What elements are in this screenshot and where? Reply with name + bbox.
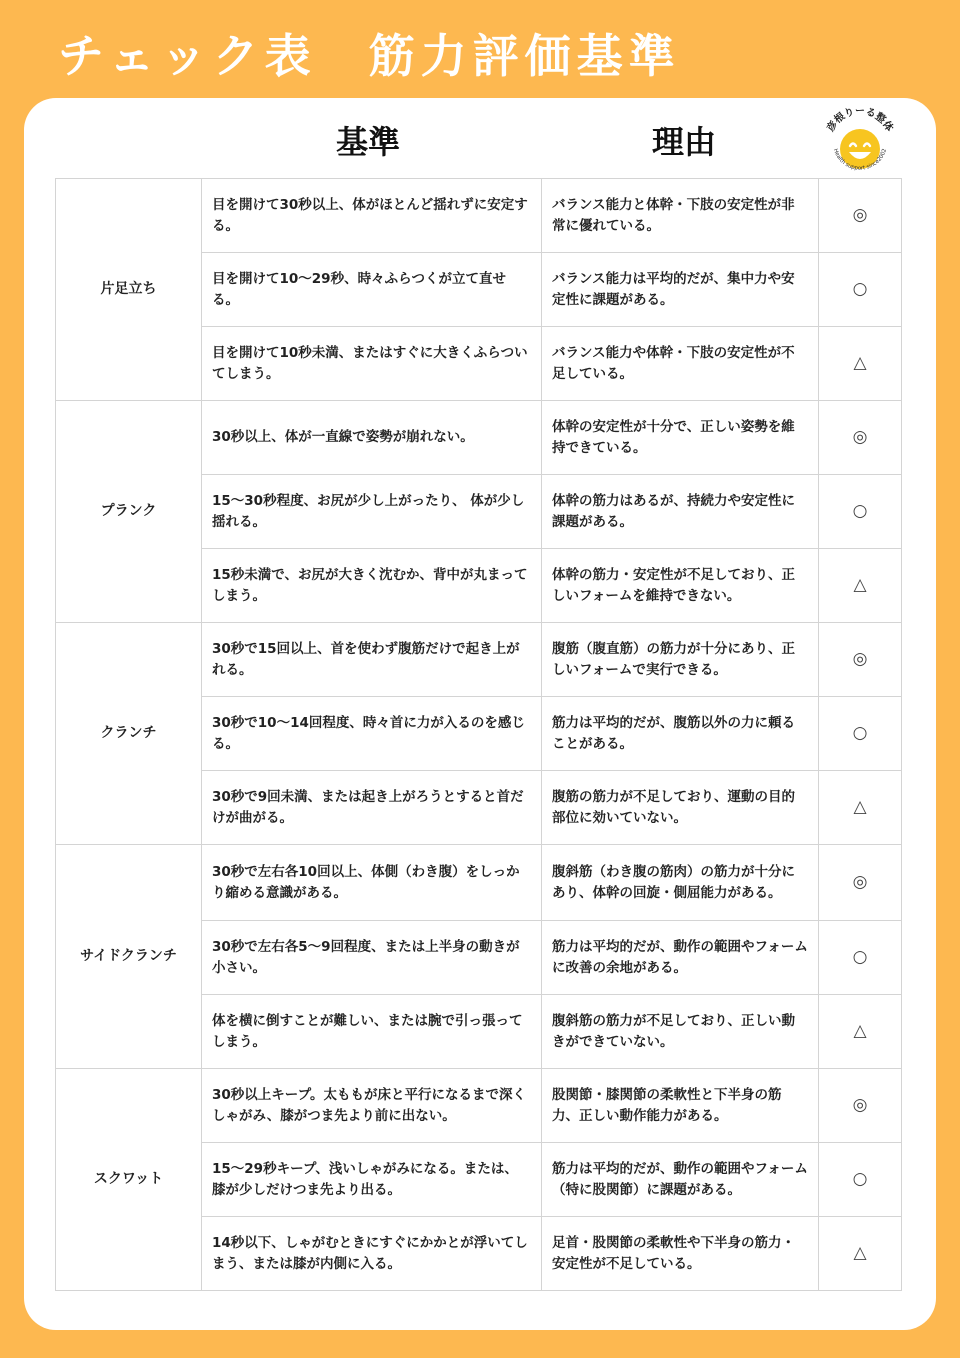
rating-mark-cell: ◎: [819, 1069, 902, 1143]
page-title: チェック表 筋力評価基準: [58, 29, 681, 83]
exercise-name-cell: プランク: [56, 401, 202, 623]
exercise-name-cell: サイドクランチ: [56, 845, 202, 1069]
reason-cell: 筋力は平均的だが、動作の範囲やフォーム（特に股関節）に課題がある。: [542, 1143, 819, 1217]
criteria-cell: 30秒で10〜14回程度、時々首に力が入るのを感じる。: [202, 697, 542, 771]
reason-cell: 筋力は平均的だが、腹筋以外の力に頼ることがある。: [542, 697, 819, 771]
rating-mark-cell: ◎: [819, 623, 902, 697]
criteria-cell: 15〜29秒キープ、浅いしゃがみになる。または、膝が少しだけつま先より出る。: [202, 1143, 542, 1217]
reason-cell: 筋力は平均的だが、動作の範囲やフォームに改善の余地がある。: [542, 921, 819, 995]
rating-mark-cell: △: [819, 549, 902, 623]
reason-cell: バランス能力は平均的だが、集中力や安定性に課題がある。: [542, 253, 819, 327]
table-row: [56, 1069, 902, 1143]
reason-cell: 腹筋（腹直筋）の筋力が十分にあり、正しいフォームで実行できる。: [542, 623, 819, 697]
reason-cell: 体幹の筋力はあるが、持続力や安定性に課題がある。: [542, 475, 819, 549]
reason-cell: 腹斜筋の筋力が不足しており、正しい動きができていない。: [542, 995, 819, 1069]
rating-mark-cell: ◎: [819, 179, 902, 253]
reason-cell: 体幹の安定性が十分で、正しい姿勢を維持できている。: [542, 401, 819, 475]
reason-cell: 足首・股関節の柔軟性や下半身の筋力・安定性が不足している。: [542, 1217, 819, 1291]
logo-bottom-text: Health support since2002: [831, 148, 889, 172]
reason-cell: 体幹の筋力・安定性が不足しており、正しいフォームを維持できない。: [542, 549, 819, 623]
rating-mark-cell: △: [819, 1217, 902, 1291]
criteria-cell: 30秒で左右各5〜9回程度、または上半身の動きが小さい。: [202, 921, 542, 995]
reason-cell: 腹筋の筋力が不足しており、運動の目的部位に効いていない。: [542, 771, 819, 845]
reason-column-header: 理由: [652, 123, 717, 161]
criteria-cell: 15〜30秒程度、お尻が少し上がったり、 体が少し揺れる。: [202, 475, 542, 549]
criteria-cell: 30秒以上キープ。太ももが床と平行になるまで深くしゃがみ、膝がつま先より前に出ない。: [202, 1069, 542, 1143]
reason-cell: 股関節・膝関節の柔軟性と下半身の筋力、正しい動作能力がある。: [542, 1069, 819, 1143]
criteria-cell: 目を開けて30秒以上、体がほとんど揺れずに安定する。: [202, 179, 542, 253]
criteria-cell: 目を開けて10〜29秒、時々ふらつくが立て直せる。: [202, 253, 542, 327]
rating-mark-cell: △: [819, 771, 902, 845]
criteria-cell: 30秒以上、体が一直線で姿勢が崩れない。: [202, 401, 542, 475]
exercise-name-cell: スクワット: [56, 1069, 202, 1291]
table-row: [56, 401, 902, 475]
exercise-name-cell: クランチ: [56, 623, 202, 845]
table-row: [56, 845, 902, 921]
criteria-cell: 体を横に倒すことが難しい、または腕で引っ張ってしまう。: [202, 995, 542, 1069]
logo-top-text: 彦根りーる整体: [825, 106, 895, 134]
criteria-cell: 目を開けて10秒未満、またはすぐに大きくふらついてしまう。: [202, 327, 542, 401]
exercise-name-cell: 片足立ち: [56, 179, 202, 401]
evaluation-table: [55, 178, 902, 1291]
reason-cell: バランス能力や体幹・下肢の安定性が不足している。: [542, 327, 819, 401]
rating-mark-cell: △: [819, 995, 902, 1069]
criteria-cell: 30秒で15回以上、首を使わず腹筋だけで起き上がれる。: [202, 623, 542, 697]
table-row: [56, 179, 902, 253]
reason-cell: バランス能力と体幹・下肢の安定性が非常に優れている。: [542, 179, 819, 253]
criteria-cell: 14秒以下、しゃがむときにすぐにかかとが浮いてしまう、または膝が内側に入る。: [202, 1217, 542, 1291]
rating-mark-cell: ○: [819, 475, 902, 549]
criteria-cell: 30秒で9回未満、または起き上がろうとすると首だけが曲がる。: [202, 771, 542, 845]
rating-mark-cell: ○: [819, 697, 902, 771]
reason-cell: 腹斜筋（わき腹の筋肉）の筋力が十分にあり、体幹の回旋・側屈能力がある。: [542, 845, 819, 921]
rating-mark-cell: ○: [819, 1143, 902, 1217]
rating-mark-cell: ◎: [819, 845, 902, 921]
rating-mark-cell: △: [819, 327, 902, 401]
criteria-cell: 30秒で左右各10回以上、体側（わき腹）をしっかり縮める意識がある。: [202, 845, 542, 921]
rating-mark-cell: ○: [819, 253, 902, 327]
rating-mark-cell: ○: [819, 921, 902, 995]
criteria-column-header: 基準: [336, 123, 401, 161]
table-row: [56, 623, 902, 697]
criteria-cell: 15秒未満で、お尻が大きく沈むか、背中が丸まってしまう。: [202, 549, 542, 623]
logo: [818, 106, 902, 178]
rating-mark-cell: ◎: [819, 401, 902, 475]
